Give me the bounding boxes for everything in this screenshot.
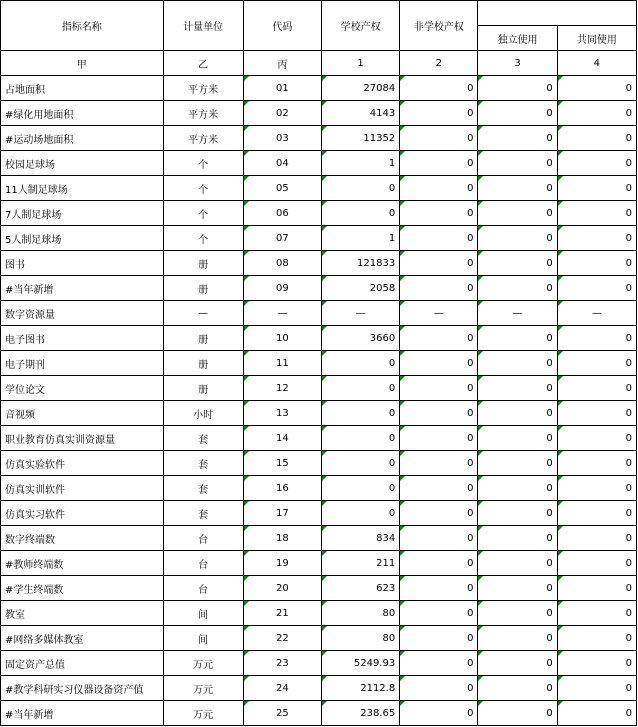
code-cell[interactable]: 甲 — [1, 51, 164, 76]
row-value-school-owned[interactable]: 211 — [321, 551, 399, 576]
row-value-school-owned[interactable]: 623 — [321, 576, 399, 601]
table-row — [1, 301, 637, 326]
row-value-school-owned[interactable]: 834 — [321, 526, 399, 551]
row-value-school-owned[interactable]: 0 — [321, 201, 399, 226]
header-code[interactable]: 代码 — [243, 1, 321, 51]
row-unit-cell[interactable]: 套 — [163, 451, 243, 476]
row-value-independent[interactable]: 0 — [478, 401, 557, 426]
row-name-cell[interactable]: #学生终端数 — [1, 576, 164, 601]
row-code-cell[interactable]: 12 — [243, 376, 321, 401]
row-value-non-school[interactable]: 0 — [400, 676, 478, 701]
row-value-independent[interactable]: — — [478, 301, 557, 326]
row-name-cell[interactable]: 音视频 — [1, 401, 164, 426]
row-value-shared[interactable]: 0 — [557, 126, 636, 151]
row-value-independent[interactable]: 0 — [478, 276, 557, 301]
row-unit-cell[interactable]: 万元 — [163, 676, 243, 701]
table-row — [1, 551, 637, 576]
row-name-cell[interactable]: 仿真实验软件 — [1, 451, 164, 476]
table-row — [1, 251, 637, 276]
row-value-shared[interactable]: 0 — [557, 176, 636, 201]
row-value-shared[interactable]: 0 — [557, 351, 636, 376]
column-code-row — [1, 51, 637, 76]
row-unit-cell[interactable]: 个 — [163, 151, 243, 176]
row-value-school-owned[interactable]: 0 — [321, 401, 399, 426]
row-code-cell[interactable]: 02 — [243, 101, 321, 126]
row-name-cell[interactable]: #教师终端数 — [1, 551, 164, 576]
row-unit-cell[interactable]: 套 — [163, 426, 243, 451]
table-row — [1, 701, 637, 726]
row-unit-cell[interactable]: 册 — [163, 251, 243, 276]
row-value-non-school[interactable]: 0 — [400, 451, 478, 476]
row-name-cell[interactable]: 11人制足球场 — [1, 176, 164, 201]
table-row — [1, 601, 637, 626]
row-value-school-owned[interactable]: 121833 — [321, 251, 399, 276]
row-unit-cell[interactable]: 个 — [163, 201, 243, 226]
row-unit-cell[interactable]: 间 — [163, 626, 243, 651]
code-cell[interactable]: 2 — [400, 51, 478, 76]
header-school-owned[interactable]: 学校产权 — [321, 1, 399, 51]
row-value-shared[interactable]: 0 — [557, 576, 636, 601]
table-row — [1, 276, 637, 301]
row-value-shared[interactable]: 0 — [557, 551, 636, 576]
row-value-school-owned[interactable]: 80 — [321, 626, 399, 651]
row-unit-cell[interactable]: 小时 — [163, 401, 243, 426]
row-value-shared[interactable]: 0 — [557, 526, 636, 551]
row-value-shared[interactable]: 0 — [557, 251, 636, 276]
row-code-cell[interactable]: 06 — [243, 201, 321, 226]
row-value-non-school[interactable]: 0 — [400, 76, 478, 101]
row-value-non-school[interactable]: 0 — [400, 576, 478, 601]
row-unit-cell[interactable]: 万元 — [163, 651, 243, 676]
row-code-cell[interactable]: 19 — [243, 551, 321, 576]
row-value-non-school[interactable]: 0 — [400, 226, 478, 251]
row-code-cell[interactable]: 04 — [243, 151, 321, 176]
table-row — [1, 126, 637, 151]
table-row — [1, 426, 637, 451]
row-unit-cell[interactable]: 个 — [163, 226, 243, 251]
row-value-school-owned[interactable]: 0 — [321, 351, 399, 376]
row-value-shared[interactable]: 0 — [557, 701, 636, 726]
row-value-non-school[interactable]: 0 — [400, 351, 478, 376]
row-code-cell[interactable]: 10 — [243, 326, 321, 351]
header-independent[interactable]: 独立使用 — [478, 26, 557, 51]
row-unit-cell[interactable]: 平方米 — [163, 126, 243, 151]
row-name-cell[interactable]: 固定资产总值 — [1, 651, 164, 676]
row-value-shared[interactable]: 0 — [557, 151, 636, 176]
row-value-non-school[interactable]: 0 — [400, 326, 478, 351]
row-name-cell[interactable]: #绿化用地面积 — [1, 101, 164, 126]
row-name-cell[interactable]: 仿真实训软件 — [1, 476, 164, 501]
row-value-shared[interactable]: 0 — [557, 76, 636, 101]
row-name-cell[interactable]: 电子期刊 — [1, 351, 164, 376]
row-value-non-school[interactable]: 0 — [400, 501, 478, 526]
row-value-school-owned[interactable]: 4143 — [321, 101, 399, 126]
row-value-non-school[interactable]: 0 — [400, 651, 478, 676]
row-name-cell[interactable]: 仿真实习软件 — [1, 501, 164, 526]
row-name-cell[interactable]: #运动场地面积 — [1, 126, 164, 151]
row-value-shared[interactable]: 0 — [557, 651, 636, 676]
row-code-cell[interactable]: 14 — [243, 426, 321, 451]
row-value-shared[interactable]: 0 — [557, 201, 636, 226]
row-value-non-school[interactable]: 0 — [400, 401, 478, 426]
table-row — [1, 176, 637, 201]
row-value-non-school[interactable]: — — [400, 301, 478, 326]
row-code-cell[interactable]: 24 — [243, 676, 321, 701]
row-value-independent[interactable]: 0 — [478, 76, 557, 101]
row-unit-cell[interactable]: — — [163, 301, 243, 326]
row-value-independent[interactable]: 0 — [478, 476, 557, 501]
row-value-shared[interactable]: 0 — [557, 476, 636, 501]
row-value-non-school[interactable]: 0 — [400, 526, 478, 551]
row-value-independent[interactable]: 0 — [478, 451, 557, 476]
row-code-cell[interactable]: 05 — [243, 176, 321, 201]
table-row — [1, 476, 637, 501]
row-value-independent[interactable]: 0 — [478, 101, 557, 126]
row-value-non-school[interactable]: 0 — [400, 251, 478, 276]
row-value-school-owned[interactable]: 3660 — [321, 326, 399, 351]
row-value-independent[interactable]: 0 — [478, 176, 557, 201]
row-value-independent[interactable]: 0 — [478, 151, 557, 176]
row-value-independent[interactable]: 0 — [478, 376, 557, 401]
row-value-shared[interactable]: 0 — [557, 501, 636, 526]
row-value-shared[interactable]: 0 — [557, 226, 636, 251]
row-value-school-owned[interactable]: 2112.8 — [321, 676, 399, 701]
row-value-non-school[interactable]: 0 — [400, 551, 478, 576]
row-unit-cell[interactable]: 册 — [163, 351, 243, 376]
row-value-school-owned[interactable]: 27084 — [321, 76, 399, 101]
row-unit-cell[interactable]: 册 — [163, 376, 243, 401]
row-name-cell[interactable]: 职业教育仿真实训资源量 — [1, 426, 164, 451]
row-code-cell[interactable]: 09 — [243, 276, 321, 301]
row-unit-cell[interactable]: 套 — [163, 501, 243, 526]
code-cell[interactable]: 乙 — [163, 51, 243, 76]
row-value-independent[interactable]: 0 — [478, 626, 557, 651]
row-name-cell[interactable]: 教室 — [1, 601, 164, 626]
row-value-independent[interactable]: 0 — [478, 576, 557, 601]
row-code-cell[interactable]: 25 — [243, 701, 321, 726]
row-value-non-school[interactable]: 0 — [400, 426, 478, 451]
row-value-school-owned[interactable]: 0 — [321, 426, 399, 451]
row-code-cell[interactable]: 21 — [243, 601, 321, 626]
row-code-cell[interactable]: 08 — [243, 251, 321, 276]
row-value-school-owned[interactable]: 1 — [321, 151, 399, 176]
row-value-non-school[interactable]: 0 — [400, 151, 478, 176]
table-row — [1, 451, 637, 476]
row-code-cell[interactable]: 13 — [243, 401, 321, 426]
row-value-shared[interactable]: 0 — [557, 676, 636, 701]
row-value-independent[interactable]: 0 — [478, 551, 557, 576]
row-code-cell[interactable]: — — [243, 301, 321, 326]
row-name-cell[interactable]: 电子图书 — [1, 326, 164, 351]
row-unit-cell[interactable]: 台 — [163, 526, 243, 551]
row-unit-cell[interactable]: 台 — [163, 551, 243, 576]
row-code-cell[interactable]: 11 — [243, 351, 321, 376]
row-name-cell[interactable]: #网络多媒体教室 — [1, 626, 164, 651]
table-row — [1, 201, 637, 226]
row-unit-cell[interactable]: 套 — [163, 476, 243, 501]
row-value-school-owned[interactable]: 1 — [321, 226, 399, 251]
table-row — [1, 501, 637, 526]
row-code-cell[interactable]: 20 — [243, 576, 321, 601]
row-name-cell[interactable]: 学位论文 — [1, 376, 164, 401]
row-value-non-school[interactable]: 0 — [400, 276, 478, 301]
code-cell[interactable]: 3 — [478, 51, 557, 76]
table-row — [1, 226, 637, 251]
row-value-non-school[interactable]: 0 — [400, 476, 478, 501]
row-code-cell[interactable]: 17 — [243, 501, 321, 526]
row-value-non-school[interactable]: 0 — [400, 701, 478, 726]
row-unit-cell[interactable]: 个 — [163, 176, 243, 201]
row-value-shared[interactable]: 0 — [557, 101, 636, 126]
row-value-independent[interactable]: 0 — [478, 201, 557, 226]
row-value-shared[interactable]: 0 — [557, 376, 636, 401]
row-name-cell[interactable]: 5人制足球场 — [1, 226, 164, 251]
table-row — [1, 376, 637, 401]
code-cell[interactable]: 丙 — [243, 51, 321, 76]
table-row — [1, 651, 637, 676]
row-value-school-owned[interactable]: 0 — [321, 376, 399, 401]
row-name-cell[interactable]: #当年新增 — [1, 276, 164, 301]
table-row — [1, 576, 637, 601]
row-value-school-owned[interactable]: 2058 — [321, 276, 399, 301]
row-value-school-owned[interactable]: 5249.93 — [321, 651, 399, 676]
table-row — [1, 76, 637, 101]
row-value-school-owned[interactable]: 0 — [321, 501, 399, 526]
row-value-independent[interactable]: 0 — [478, 526, 557, 551]
row-name-cell[interactable]: 7人制足球场 — [1, 201, 164, 226]
row-value-shared[interactable]: 0 — [557, 326, 636, 351]
row-value-non-school[interactable]: 0 — [400, 201, 478, 226]
row-name-cell[interactable]: 数字终端数 — [1, 526, 164, 551]
row-value-independent[interactable]: 0 — [478, 126, 557, 151]
row-value-non-school[interactable]: 0 — [400, 376, 478, 401]
row-name-cell[interactable]: #当年新增 — [1, 701, 164, 726]
row-unit-cell[interactable]: 平方米 — [163, 101, 243, 126]
table-row — [1, 326, 637, 351]
row-value-shared[interactable]: 0 — [557, 451, 636, 476]
table-row — [1, 151, 637, 176]
row-value-school-owned[interactable]: 0 — [321, 451, 399, 476]
row-code-cell[interactable]: 15 — [243, 451, 321, 476]
row-value-independent[interactable]: 0 — [478, 326, 557, 351]
row-value-non-school[interactable]: 0 — [400, 626, 478, 651]
row-value-shared[interactable]: 0 — [557, 626, 636, 651]
table-row — [1, 101, 637, 126]
row-code-cell[interactable]: 03 — [243, 126, 321, 151]
row-value-school-owned[interactable]: 80 — [321, 601, 399, 626]
row-value-school-owned[interactable]: 238.65 — [321, 701, 399, 726]
table-row — [1, 401, 637, 426]
row-value-shared[interactable]: 0 — [557, 601, 636, 626]
header-group-blank[interactable] — [478, 1, 637, 26]
row-unit-cell[interactable]: 平方米 — [163, 76, 243, 101]
row-unit-cell[interactable]: 台 — [163, 576, 243, 601]
code-cell[interactable]: 1 — [321, 51, 399, 76]
header-unit[interactable]: 计量单位 — [163, 1, 243, 51]
row-value-non-school[interactable]: 0 — [400, 126, 478, 151]
table-row — [1, 351, 637, 376]
header-shared[interactable]: 共同使用 — [557, 26, 636, 51]
row-unit-cell[interactable]: 间 — [163, 601, 243, 626]
row-unit-cell[interactable]: 万元 — [163, 701, 243, 726]
row-name-cell[interactable]: 校园足球场 — [1, 151, 164, 176]
row-value-shared[interactable]: 0 — [557, 426, 636, 451]
row-value-shared[interactable]: 0 — [557, 276, 636, 301]
row-value-shared[interactable]: — — [557, 301, 636, 326]
row-name-cell[interactable]: 图书 — [1, 251, 164, 276]
header-name[interactable]: 指标名称 — [1, 1, 164, 51]
row-code-cell[interactable]: 18 — [243, 526, 321, 551]
row-code-cell[interactable]: 07 — [243, 226, 321, 251]
header-row — [1, 1, 637, 26]
row-value-independent[interactable]: 0 — [478, 651, 557, 676]
row-code-cell[interactable]: 22 — [243, 626, 321, 651]
header-non-school[interactable]: 非学校产权 — [400, 1, 478, 51]
table-row — [1, 676, 637, 701]
row-unit-cell[interactable]: 册 — [163, 276, 243, 301]
row-value-non-school[interactable]: 0 — [400, 601, 478, 626]
row-value-independent[interactable]: 0 — [478, 501, 557, 526]
row-name-cell[interactable]: #教学科研实习仪器设备资产值 — [1, 676, 164, 701]
row-value-independent[interactable]: 0 — [478, 601, 557, 626]
row-value-school-owned[interactable]: 0 — [321, 176, 399, 201]
row-unit-cell[interactable]: 册 — [163, 326, 243, 351]
table-row — [1, 626, 637, 651]
row-name-cell[interactable]: 数字资源量 — [1, 301, 164, 326]
row-value-non-school[interactable]: 0 — [400, 101, 478, 126]
row-value-independent[interactable]: 0 — [478, 251, 557, 276]
row-value-school-owned[interactable]: 11352 — [321, 126, 399, 151]
row-value-non-school[interactable]: 0 — [400, 176, 478, 201]
row-value-independent[interactable]: 0 — [478, 426, 557, 451]
row-value-independent[interactable]: 0 — [478, 701, 557, 726]
row-code-cell[interactable]: 01 — [243, 76, 321, 101]
row-value-school-owned[interactable]: — — [321, 301, 399, 326]
row-value-independent[interactable]: 0 — [478, 226, 557, 251]
row-value-shared[interactable]: 0 — [557, 401, 636, 426]
code-cell[interactable]: 4 — [557, 51, 636, 76]
row-code-cell[interactable]: 16 — [243, 476, 321, 501]
row-name-cell[interactable]: 占地面积 — [1, 76, 164, 101]
table-row — [1, 526, 637, 551]
row-value-independent[interactable]: 0 — [478, 351, 557, 376]
row-code-cell[interactable]: 23 — [243, 651, 321, 676]
row-value-school-owned[interactable]: 0 — [321, 476, 399, 501]
row-value-independent[interactable]: 0 — [478, 676, 557, 701]
